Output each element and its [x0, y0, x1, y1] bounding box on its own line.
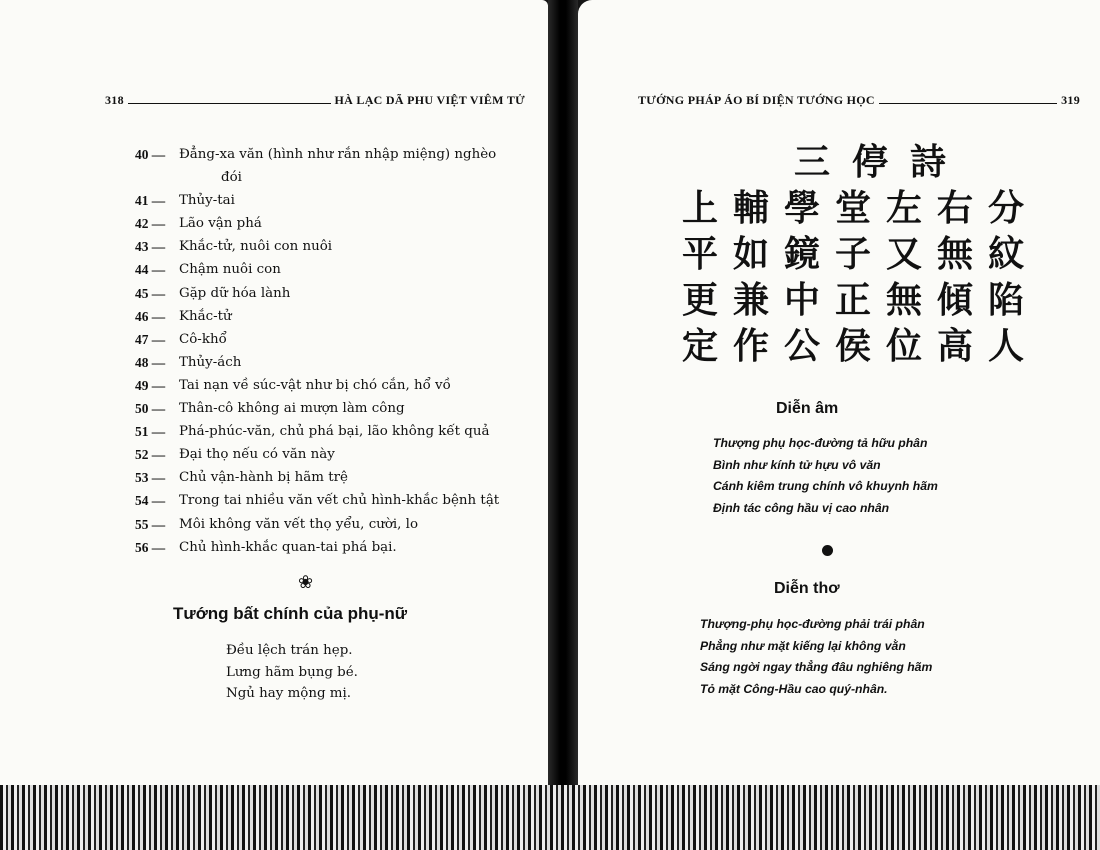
item-text-main: Trong tai nhiều văn vết chủ hình-khắc bệnh tật: [179, 493, 500, 509]
item-dash: —: [151, 285, 166, 301]
text-line: Cánh kiêm trung chính vô khuynh hãm: [713, 479, 938, 493]
section1-lines: [713, 433, 938, 519]
chinese-char: 上: [681, 188, 718, 229]
section2-title: Diễn thơ: [774, 580, 840, 597]
item-number-value: 45: [135, 285, 149, 301]
chinese-char: 子: [834, 234, 871, 275]
item-number: [135, 143, 179, 189]
item-number-value: 53: [135, 470, 149, 486]
item-number: [135, 305, 179, 328]
item-text-main: Chủ vận-hành bị hãm trệ: [179, 470, 348, 486]
chinese-char: 定: [681, 326, 718, 367]
item-text-main: Chủ hình-khắc quan-tai phá bại.: [179, 539, 397, 555]
item-text-main: Tai nạn về súc-vật như bị chó cắn, hổ vồ: [179, 377, 451, 393]
text-line: Tỏ mặt Công-Hầu cao quý-nhân.: [700, 681, 888, 696]
list-item: [135, 351, 530, 374]
list-item: [135, 305, 530, 328]
item-text: [179, 258, 530, 281]
right-running-header: [638, 93, 1080, 108]
text-line: Ngủ hay mộng mị.: [226, 686, 352, 701]
item-dash: —: [151, 239, 166, 255]
item-text: [179, 189, 530, 212]
chinese-char: 正: [834, 280, 871, 321]
chinese-char: 堂: [834, 188, 871, 229]
list-item: [135, 466, 530, 489]
item-number-value: 54: [135, 493, 149, 509]
item-number-value: 56: [135, 539, 149, 555]
item-dash: —: [151, 377, 166, 393]
item-text-main: Phá-phúc-văn, chủ phá bại, lão không kết quả: [179, 424, 490, 440]
text-line: Thượng-phụ học-đường phải trái phân: [700, 617, 925, 631]
text-line: Thượng phụ học-đường tả hữu phân: [713, 436, 928, 450]
chinese-line: [678, 186, 1028, 232]
chinese-char: 無: [936, 234, 973, 275]
list-item: [135, 536, 530, 559]
chinese-char: 兼: [732, 280, 769, 321]
list-item: [135, 443, 530, 466]
chinese-char: 詩: [909, 142, 946, 183]
section-lines: [226, 640, 358, 705]
text-line: Lưng hãm bụng bé.: [226, 664, 358, 680]
text-line: Phẳng như mặt kiếng lại không vằn: [700, 638, 906, 653]
list-item: [135, 189, 530, 212]
section2-lines: [700, 614, 932, 700]
item-text-cont: đói: [221, 170, 242, 186]
chinese-char: 如: [732, 234, 769, 275]
item-dash: —: [151, 401, 166, 417]
item-number: [135, 282, 179, 305]
chinese-char: 分: [987, 188, 1024, 229]
item-number-value: 46: [135, 308, 149, 324]
item-text: [179, 466, 530, 489]
item-text-main: Đẳng-xa văn (hình như rắn nhập miệng) nghèo: [179, 147, 497, 162]
page-number-left: 318: [105, 93, 124, 107]
item-text-main: Chậm nuôi con: [179, 262, 281, 278]
item-text: [179, 305, 530, 328]
chinese-char: 停: [851, 142, 888, 183]
item-text: [179, 282, 530, 305]
item-dash: —: [151, 516, 166, 532]
chinese-char: 鏡: [783, 234, 820, 275]
item-number-value: 47: [135, 331, 149, 347]
item-number-value: 51: [135, 424, 149, 440]
item-number-value: 40: [135, 147, 149, 162]
text-line: Đều lệch trán hẹp.: [226, 643, 353, 658]
item-dash: —: [151, 193, 166, 209]
right-header-title: TƯỚNG PHÁP ÁO BÍ DIỆN TƯỚNG HỌC: [638, 93, 875, 107]
item-text: [179, 143, 530, 189]
item-dash: —: [151, 147, 166, 162]
item-number: [135, 397, 179, 420]
scan-edge-stripes: [0, 785, 1100, 850]
list-item: [135, 420, 530, 443]
item-dash: —: [151, 447, 166, 463]
chinese-char: 又: [885, 234, 922, 275]
chinese-line: [678, 232, 1028, 278]
text-line: Sáng ngời ngay thẳng đâu nghiêng hãm: [700, 660, 933, 674]
section1-title: Diễn âm: [776, 400, 839, 417]
numbered-list: [135, 143, 530, 559]
chinese-char: 侯: [834, 326, 871, 367]
left-running-header: [105, 93, 525, 108]
left-page: [0, 0, 548, 790]
item-dash: —: [151, 216, 166, 232]
page-number-right: 319: [1061, 93, 1080, 107]
chinese-char: 學: [783, 188, 820, 229]
chinese-char: 作: [732, 326, 769, 367]
item-number: [135, 536, 179, 559]
item-text: [179, 513, 530, 536]
list-item: [135, 282, 530, 305]
item-text: [179, 212, 530, 235]
right-page: [578, 0, 1100, 790]
item-number-value: 55: [135, 516, 149, 532]
item-number: [135, 328, 179, 351]
item-dash: —: [151, 539, 166, 555]
item-text: [179, 235, 530, 258]
item-number: [135, 374, 179, 397]
text-line: Bình như kính tử hựu vô văn: [713, 457, 881, 472]
chinese-line: [678, 140, 1028, 186]
item-number-value: 52: [135, 447, 149, 463]
item-number-value: 42: [135, 216, 149, 232]
chinese-char: 陷: [987, 280, 1024, 321]
list-item: [135, 258, 530, 281]
item-text: [179, 420, 530, 443]
chinese-char: 三: [793, 142, 830, 183]
item-number: [135, 258, 179, 281]
item-text: [179, 374, 530, 397]
item-number-value: 48: [135, 354, 149, 370]
item-text: [179, 489, 530, 512]
item-text-main: Cô-khổ: [179, 331, 227, 347]
chinese-char: 人: [987, 326, 1024, 367]
bullet-dot-icon: [822, 545, 833, 556]
item-number-value: 50: [135, 401, 149, 417]
item-text-main: Khắc-tử, nuôi con nuôi: [179, 239, 333, 255]
chinese-char: 平: [681, 234, 718, 275]
chinese-char: 傾: [936, 280, 973, 321]
list-item: [135, 397, 530, 420]
header-rule: [879, 103, 1057, 104]
left-header-title: HÀ LẠC DÃ PHU VIỆT VIÊM TỬ: [334, 93, 525, 107]
list-item: [135, 513, 530, 536]
item-number: [135, 420, 179, 443]
item-number: [135, 189, 179, 212]
item-text-main: Khắc-tử: [179, 308, 232, 324]
text-line: Định tác công hầu vị cao nhân: [713, 500, 890, 515]
item-dash: —: [151, 262, 166, 278]
chinese-line: [678, 278, 1028, 324]
item-number-value: 49: [135, 377, 149, 393]
item-text-main: Thủy-tai: [179, 193, 235, 209]
chinese-char: 右: [936, 188, 973, 229]
item-text-main: Thân-cô không ai mượn làm công: [179, 401, 405, 417]
chinese-char: 中: [783, 280, 820, 321]
item-text: [179, 536, 530, 559]
item-dash: —: [151, 308, 166, 324]
item-number: [135, 351, 179, 374]
chinese-char: 紋: [987, 234, 1024, 275]
list-item: [135, 212, 530, 235]
list-item: [135, 143, 530, 189]
list-item: [135, 328, 530, 351]
chinese-char: 位: [885, 326, 922, 367]
item-text-main: Thủy-ách: [179, 354, 242, 370]
chinese-poem: [678, 140, 1028, 370]
item-text-main: Lão vận phá: [179, 216, 262, 232]
item-dash: —: [151, 493, 166, 509]
item-text: [179, 397, 530, 420]
item-text: [179, 351, 530, 374]
item-text-main: Môi không văn vết thọ yểu, cười, lo: [179, 516, 419, 532]
item-number: [135, 212, 179, 235]
chinese-char: 無: [885, 280, 922, 321]
item-number: [135, 513, 179, 536]
chinese-char: 更: [681, 280, 718, 321]
item-number-value: 43: [135, 239, 149, 255]
item-number: [135, 443, 179, 466]
item-number-value: 41: [135, 193, 149, 209]
item-number: [135, 235, 179, 258]
item-text-main: Đại thọ nếu có văn này: [179, 447, 335, 463]
item-dash: —: [151, 331, 166, 347]
ornament-icon: ❀: [298, 572, 314, 593]
item-dash: —: [151, 354, 166, 370]
item-dash: —: [151, 470, 166, 486]
list-item: [135, 235, 530, 258]
book-gutter: [548, 0, 578, 790]
list-item: [135, 489, 530, 512]
item-dash: —: [151, 424, 166, 440]
item-number-value: 44: [135, 262, 149, 278]
section-title: Tướng bất chính của phụ-nữ: [173, 604, 408, 623]
item-number: [135, 466, 179, 489]
chinese-char: 輔: [732, 188, 769, 229]
list-item: [135, 374, 530, 397]
chinese-char: 左: [885, 188, 922, 229]
chinese-char: 高: [936, 326, 973, 367]
item-text-main: Gặp dữ hóa lành: [179, 285, 291, 301]
item-number: [135, 489, 179, 512]
chinese-line: [678, 324, 1028, 370]
chinese-char: 公: [783, 326, 820, 367]
item-text: [179, 328, 530, 351]
header-rule: [128, 103, 331, 104]
item-text: [179, 443, 530, 466]
